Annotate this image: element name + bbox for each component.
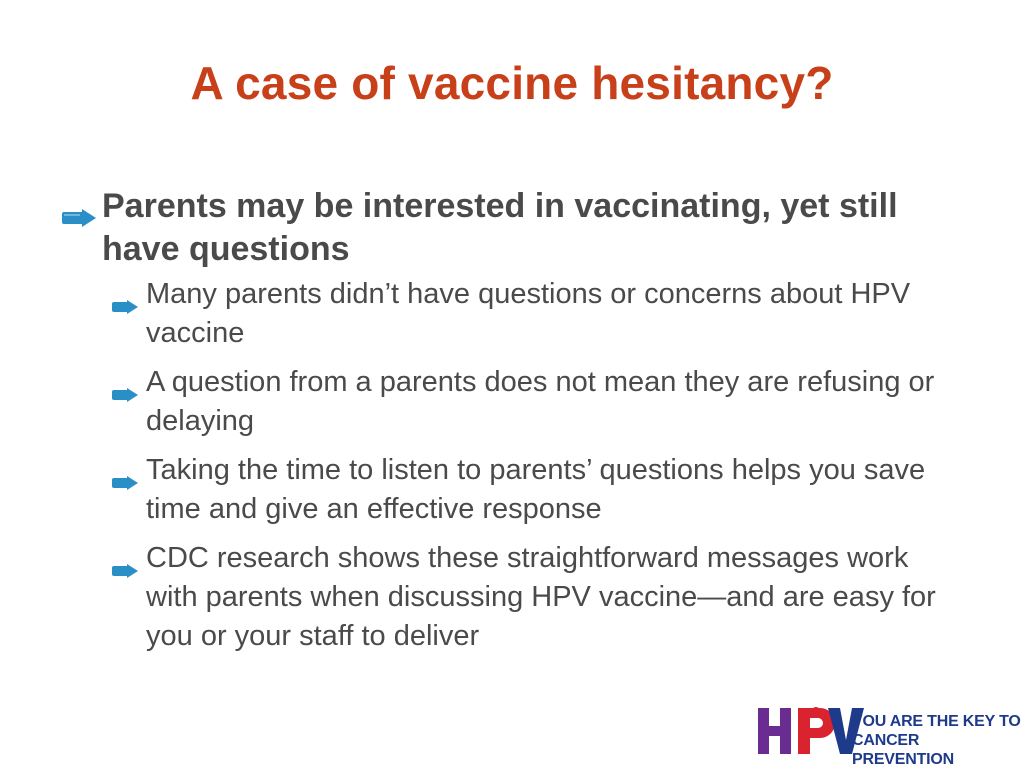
sub-bullet-text: Taking the time to listen to parents’ questions helps you save time and give an effective response (146, 454, 926, 525)
sub-bullet (112, 451, 962, 529)
arrow-bullet-icon (62, 185, 102, 238)
sub-bullet-text: Many parents didn’t have questions or concerns about HPV vaccine (146, 278, 911, 349)
sub-bullet-text: CDC research shows these straightforward messages work with parents when discussing HPV vaccine—and are easy for you or your staff to deliver (146, 542, 936, 652)
sub-bullet (112, 539, 962, 656)
sub-bullet (112, 363, 962, 441)
arrow-bullet-icon (112, 275, 146, 325)
slide-body (62, 185, 962, 666)
main-bullet (62, 185, 962, 271)
logo-tagline-line1: YOU ARE THE KEY TO (852, 713, 1021, 730)
main-bullet-text: Parents may be interested in vaccinating, yet still have questions (102, 187, 898, 268)
arrow-bullet-icon (112, 539, 146, 589)
sub-bullet (112, 275, 962, 353)
sub-bullet-list (62, 275, 962, 656)
sub-bullet-text: A question from a parents does not mean they are refusing or delaying (146, 366, 935, 437)
logo-tagline-line2: CANCER PREVENTION (852, 732, 955, 768)
arrow-bullet-icon (112, 451, 146, 501)
arrow-bullet-icon (112, 363, 146, 413)
logo-tagline (852, 712, 1024, 769)
slide-title: A case of vaccine hesitancy? (190, 57, 834, 109)
